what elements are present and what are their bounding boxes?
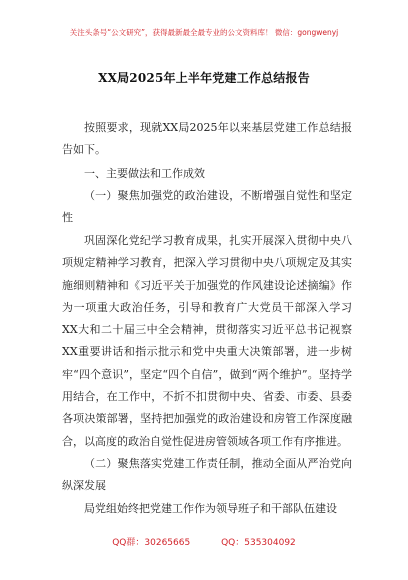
document-title: XX局2025年上半年党建工作总结报告 [98,71,310,85]
intro-paragraph: 按照要求，现就XX局2025年以来基层党建工作总结报告如下。 [62,121,352,157]
body-paragraph-1: 巩固深化党纪学习教育成果，扎实开展深入贯彻中央八项规定精神学习教育，把深入学习贯彻中央八项规定及其实施细则精神和《习近平关于加强党的作风建设论述摘编》作为一项重大政治任务，引导和教育广大党员干部深入学习XX大和二十届三中全会精神，贯彻落实习近平总书记视察XX重要讲话和指示批示和党中央重大决策部署，进一步树牢“四个意识”，坚定“四个自信”，做到“两个维护”。坚持学用结合，在工作中，不折不扣贯彻中央、省委、市委、县委各项决策部署，坚持把加强党的政治建设和房管工作深度融合，以高度的政治自觉性促进房管领域各项工作有序推进。 [62,234,352,448]
header-note: 关注头条号“公文研究”，获得最新最全最专业的公文资料库！ 微信：gongwenyj [69,28,339,37]
footer-qq-group: QQ群：30265665 [112,538,191,548]
subsection-heading-1: （一）聚焦加强党的政治建设，不断增强自觉性和坚定性 [62,189,352,225]
subsection-heading-2: （二）聚焦落实党建工作责任制，推动全面从严治党向纵深发展 [62,457,352,493]
body-paragraph-2: 局党组始终把党建工作作为领导班子和干部队伍建设 [84,502,337,515]
footer-contact [0,535,408,548]
footer-qq: QQ：535304092 [221,538,296,548]
section-heading: 一、主要做法和工作成效 [84,167,205,180]
